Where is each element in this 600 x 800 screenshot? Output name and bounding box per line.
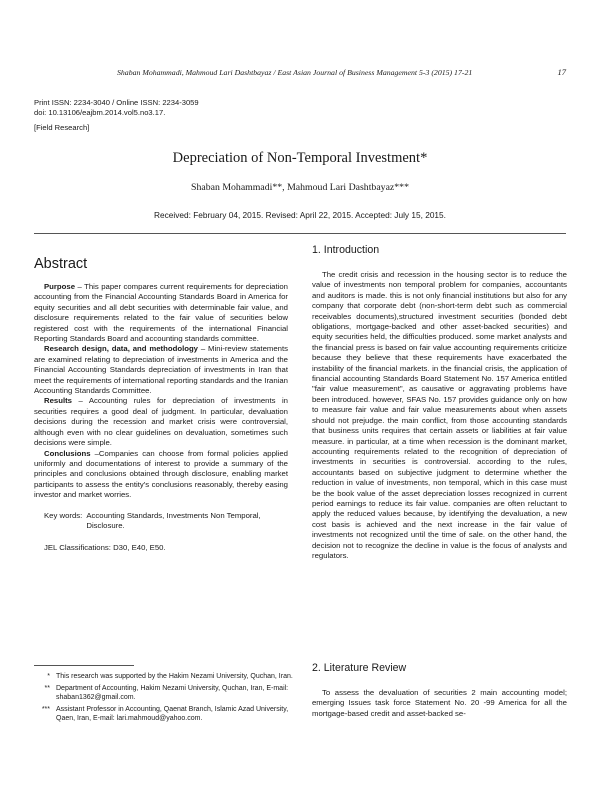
- abstract-label: Conclusions: [44, 448, 91, 458]
- footnote-text: This research was supported by the Hakim Nezami University, Quchan, Iran.: [56, 673, 293, 680]
- abstract-label: Research design, data, and methodology: [44, 344, 198, 354]
- footnote-mark: *: [47, 673, 50, 680]
- footnote-text: Assistant Professor in Accounting, Qaenat Branch, Islamic Azad University, Qaen, Iran, E-mail: lari.mahmoud@yahoo.com.: [56, 705, 289, 722]
- keywords: [44, 511, 288, 532]
- keywords-label: Key words:: [44, 510, 83, 520]
- footnote-divider: [34, 665, 134, 666]
- abstract-text: – This paper compares current requirements for depreciation accounting from the Financial Accounting Standards Board in America for equity securities and all debt securities with determinable fair value, and disclosure requirements related to the fair value of securities below registered cost with the requirements of the international Financial Reporting Standards Board and accounting standards committee.: [34, 282, 288, 344]
- paper-title: Depreciation of Non-Temporal Investment*: [172, 150, 428, 166]
- introduction-text: The credit crisis and recession in the housing sector is to reduce the value of investments non temporal problem for companies, accountants and auditors is made. this is not only financial institutions but also for any company that corporate debt (non-short-term debt such as commercial receivables documents),structured investment securities (bonded debt obligations, mortgage-backed and other asset-backed securities) and equity securities held, the difficulties produced. some market analysts and the financial press is based on fair value accounting requirements criticize because they believe that these requirements have exacerbated the instability of the financial markets. in the financial crisis, the application of financial accounting Standards Board Statement No. 157 America entitled "fair value measurement", as causative or aggravating problems have been introduced. however, SFAS No. 157 provides guidance only on how to measure fair value and fair value measurements about when assets should not prejudge. the main conflict, from those accounting standards that business units requires that certain assets or liabilities at fair value measure. in particular, at a time when recession is the dominant market, accounting requirements related to the recognition of depreciation of investments in securities is controversial. according to the rules, accountants based on subjective judgment to determine whether the reduction in value of investments, non temporal, which in this case must be the book value of the asset depreciation losses recognized in current period earnings to reduce its fair value. companies are often reluctant to apply the reduced values because, by identifying the devaluation, a new cost basis is achieved and the next increase in the fair value of investments not recognized until the time of sale. on the other hand, the decision not to recognize the decline in value is the focus of analysts and regulators.: [312, 270, 567, 560]
- jel-label: JEL Classifications:: [44, 543, 111, 553]
- literature-heading: 2. Literature Review: [312, 662, 407, 674]
- jel-classifications: [44, 543, 288, 553]
- footnote: [34, 672, 296, 682]
- abstract-label: Results: [44, 396, 72, 406]
- doi-line: doi: 10.13106/eajbm.2014.vol5.no3.17.: [34, 108, 166, 117]
- literature-text: To assess the devaluation of securities 2 main accounting model; emerging Issues task force Statement No. 20 -99 America for all the mortgage-based credit and asset-backed se-: [312, 688, 567, 718]
- header-divider: [34, 233, 566, 234]
- abstract-section: [34, 256, 288, 554]
- paper-authors: Shaban Mohammadi**, Mahmoud Lari Dashtbayaz***: [191, 182, 409, 193]
- page-number: 17: [557, 67, 566, 77]
- running-head-text: Shaban Mohammadi, Mahmoud Lari Dashtbayaz / East Asian Journal of Business Management 5-3 (2015) 17-21: [117, 68, 473, 77]
- literature-section: [312, 662, 567, 719]
- footnote: [34, 684, 296, 703]
- footnotes: [34, 672, 296, 726]
- field-label: [Field Research]: [34, 123, 90, 132]
- abstract-heading: Abstract: [34, 256, 88, 272]
- introduction-heading: 1. Introduction: [312, 244, 380, 256]
- footnote-mark: **: [44, 684, 50, 692]
- abstract-purpose: [34, 282, 288, 344]
- abstract-text: –Companies can choose from formal policies applied uniformly and documentations of interest to provide a summary of the principles and conclusions obtained through disclosure, enabling market participants to assess the entity's conclusions reasonably, thereby easing investor and market worries.: [34, 448, 288, 500]
- running-head: [0, 66, 600, 80]
- abstract-results: [34, 396, 288, 448]
- footnote-text: Department of Accounting, Hakim Nezami University, Quchan, Iran, E-mail: shaban1362@gmail.com.: [56, 684, 289, 701]
- received-dates: Received: February 04, 2015. Revised: April 22, 2015. Accepted: July 15, 2015.: [154, 210, 446, 220]
- issn-block: [34, 98, 199, 118]
- keywords-value: Accounting Standards, Investments Non Temporal, Disclosure.: [86, 510, 261, 530]
- introduction-section: [312, 244, 567, 561]
- jel-value: D30, E40, E50.: [113, 543, 166, 553]
- issn-line: Print ISSN: 2234-3040 / Online ISSN: 2234-3059: [34, 98, 199, 107]
- abstract-label: Purpose: [44, 282, 76, 291]
- abstract-text: – Accounting rules for depreciation of investments in securities requires a good deal of judgment. In particular, devaluation decisions during the recession and market crisis were controversial, although even with no clear guidelines on devaluation, sometimes such decisions were simple.: [34, 396, 288, 448]
- footnote: [34, 705, 296, 724]
- abstract-text: – Mini-review statements are examined relating to depreciation of investments in America and the Financial Accounting Standards depreciation of investments in Iran that meet the requirements of international reporting standards and the Iranian Accounting Standards Committee.: [34, 344, 288, 396]
- abstract-methodology: [34, 344, 288, 396]
- abstract-conclusions: [34, 449, 288, 501]
- footnote-mark: ***: [41, 705, 50, 713]
